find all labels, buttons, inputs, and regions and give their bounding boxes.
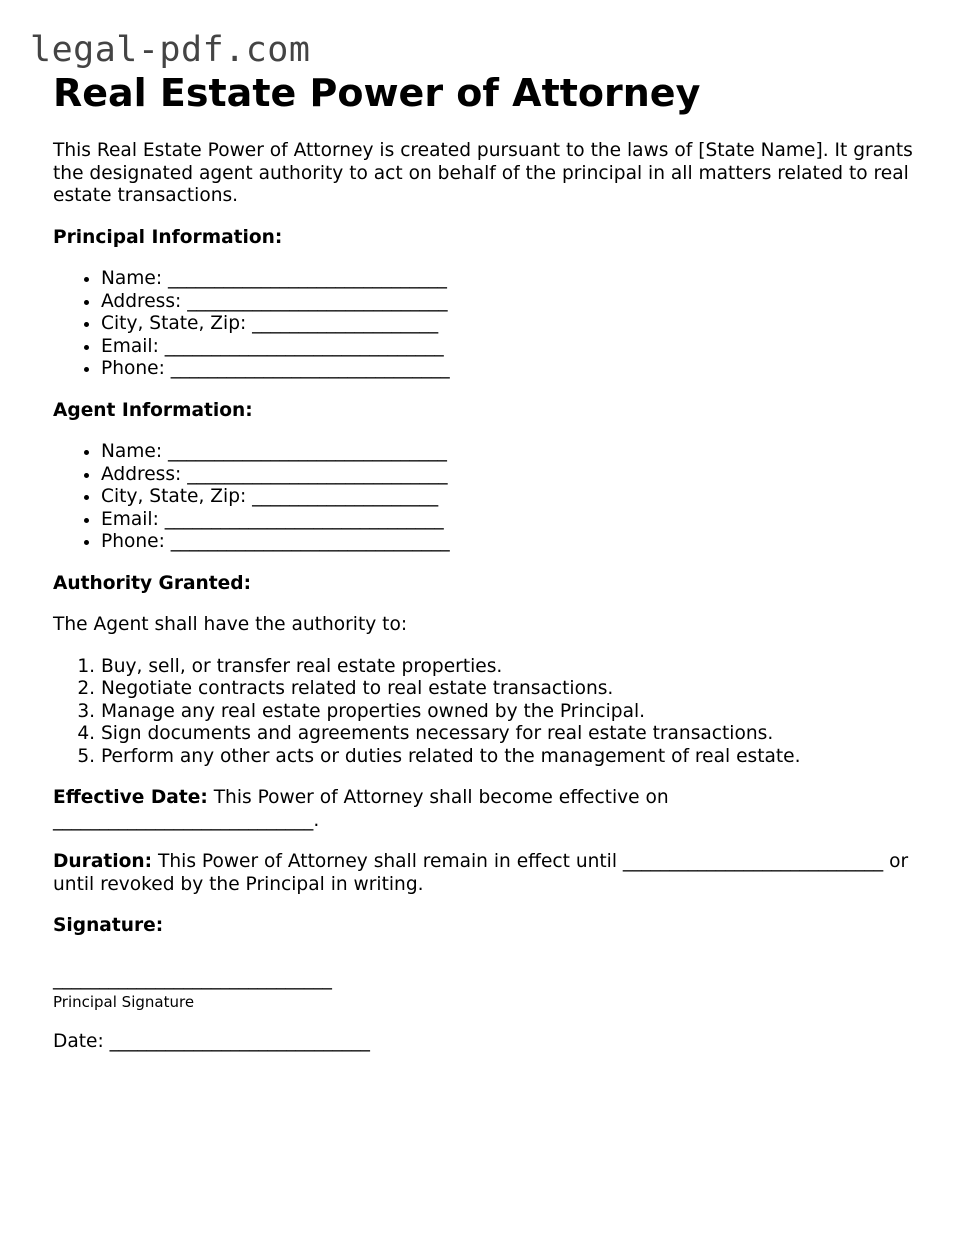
principal-name-field: • Name: ______________________________ xyxy=(101,268,923,291)
authority-list xyxy=(53,656,923,769)
authority-item: 3. Manage any real estate properties owned by the Principal. xyxy=(101,701,923,724)
authority-item: 1. Buy, sell, or transfer real estate properties. xyxy=(101,656,923,679)
principal-address-field: • Address: ____________________________ xyxy=(101,291,923,314)
site-watermark: legal-pdf.com xyxy=(30,30,311,70)
principal-fields-list xyxy=(53,268,923,381)
agent-name-field: • Name: ______________________________ xyxy=(101,441,923,464)
agent-phone-field: • Phone: ______________________________ xyxy=(101,531,923,554)
agent-address-field: • Address: ____________________________ xyxy=(101,464,923,487)
principal-city-state-zip-field: • City, State, Zip: ____________________ xyxy=(101,313,923,336)
effective-date-text: This Power of Attorney shall become effective on ____________________________. xyxy=(53,787,669,831)
signature-caption: Principal Signature xyxy=(53,993,195,1011)
document-page xyxy=(53,70,923,1054)
agent-city-state-zip-field: • City, State, Zip: ____________________ xyxy=(101,486,923,509)
authority-heading: Authority Granted: xyxy=(53,572,252,594)
principal-heading: Principal Information: xyxy=(53,226,283,248)
document-title: Real Estate Power of Attorney xyxy=(53,71,701,115)
signature-heading: Signature: xyxy=(53,915,164,936)
authority-intro: The Agent shall have the authority to: xyxy=(53,614,408,635)
duration-label: Duration: xyxy=(53,851,153,872)
principal-email-field: • Email: ______________________________ xyxy=(101,336,923,359)
signature-date-field: Date: ____________________________ xyxy=(53,1031,370,1052)
signature-line: ______________________________ xyxy=(53,968,332,990)
agent-fields-list xyxy=(53,441,923,554)
agent-email-field: • Email: ______________________________ xyxy=(101,509,923,532)
intro-paragraph: This Real Estate Power of Attorney is created pursuant to the laws of [State Name]. It grants the designated agent authority to act on behalf of the principal in all matters related to real estate transactions. xyxy=(53,140,913,206)
agent-heading: Agent Information: xyxy=(53,399,253,421)
duration-text: This Power of Attorney shall remain in effect until ____________________________ or until revoked by the Principal in writing. xyxy=(53,851,909,895)
authority-item: 2. Negotiate contracts related to real estate transactions. xyxy=(101,678,923,701)
principal-phone-field: • Phone: ______________________________ xyxy=(101,358,923,381)
effective-date-label: Effective Date: xyxy=(53,787,208,808)
duration-clause xyxy=(53,851,923,896)
authority-item: 4. Sign documents and agreements necessary for real estate transactions. xyxy=(101,723,923,746)
authority-item: 5. Perform any other acts or duties related to the management of real estate. xyxy=(101,746,923,769)
effective-date-clause xyxy=(53,787,923,832)
